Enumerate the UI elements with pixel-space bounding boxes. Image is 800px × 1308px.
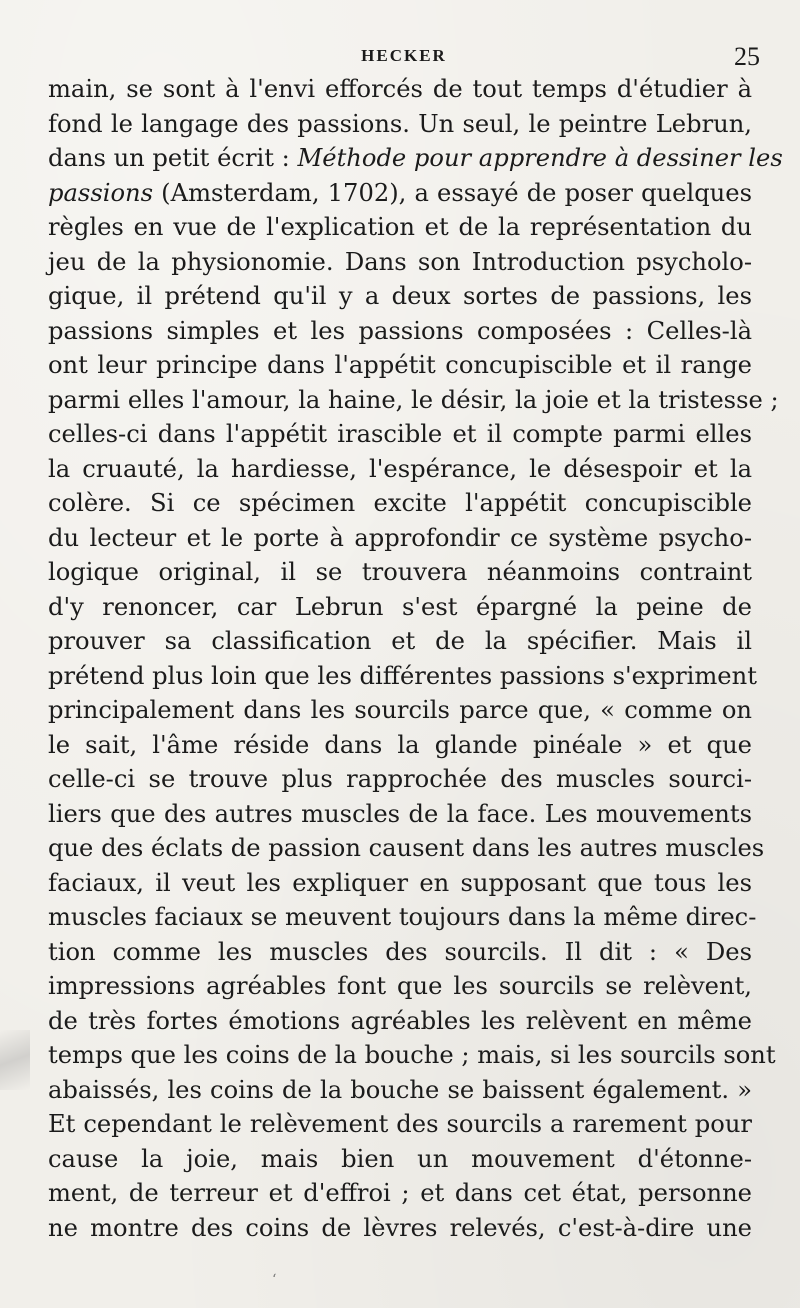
text-line: d'y renoncer, car Lebrun s'est épargné la peine de	[48, 592, 752, 621]
text-line: liers que des autres muscles de la face. Les mouvements	[48, 799, 752, 828]
text-line: passions simples et les passions composées : Celles-là	[48, 316, 752, 345]
text-line: temps que les coins de la bouche ; mais, si les sourcils sont	[48, 1041, 776, 1069]
text-line: passions (Amsterdam, 1702), a essayé de poser quelques	[48, 178, 752, 207]
text-line: impressions agréables font que les sourcils se relèvent,	[48, 972, 752, 1000]
text-line: tion comme les muscles des sourcils. Il dit : « Des	[48, 937, 752, 966]
italic-title: Méthode pour apprendre à dessiner les	[297, 144, 783, 172]
text-line: principalement dans les sourcils parce que, « comme on	[48, 696, 752, 724]
text-line: jeu de la physionomie. Dans son Introduction psycholo-	[48, 247, 752, 276]
text-line: muscles faciaux se meuvent toujours dans la même direc-	[48, 903, 757, 931]
text-line: cause la joie, mais bien un mouvement d'étonne-	[48, 1144, 752, 1173]
italic-title: passions	[48, 178, 154, 207]
ink-speck: ʻ	[272, 1272, 277, 1288]
text-line: dans un petit écrit : Méthode pour apprendre à dessiner les	[48, 144, 783, 172]
text-line: prétend plus loin que les différentes passions s'expriment	[48, 661, 757, 690]
text-line: logique original, il se trouvera néanmoins contraint	[48, 558, 752, 586]
text-line: du lecteur et le porte à approfondir ce système psycho-	[48, 523, 752, 552]
text-line: ont leur principe dans l'appétit concupiscible et il range	[48, 351, 752, 379]
text-line: celles-ci dans l'appétit irascible et il compte parmi elles	[48, 420, 752, 448]
text-line: celle-ci se trouve plus rapprochée des muscles sourci-	[48, 765, 752, 793]
body-text	[48, 72, 783, 1245]
text-line: colère. Si ce spécimen excite l'appétit concupiscible	[48, 489, 752, 517]
running-head: HECKER	[361, 46, 447, 65]
text-line: main, se sont à l'envi efforcés de tout temps d'étudier à	[48, 75, 752, 103]
text-line: ne montre des coins de lèvres relevés, c'est-à-dire une	[48, 1213, 752, 1242]
text-line: fond le langage des passions. Un seul, le peintre Lebrun,	[48, 109, 752, 138]
text-line: ment, de terreur et d'effroi ; et dans cet état, personne	[48, 1179, 752, 1207]
text-line: parmi elles l'amour, la haine, le désir, la joie et la tristesse ;	[48, 385, 779, 414]
text-line: que des éclats de passion causent dans les autres muscles	[48, 834, 765, 862]
text-line: abaissés, les coins de la bouche se baissent également. »	[48, 1075, 752, 1104]
text-line: prouver sa classification et de la spécifier. Mais il	[48, 627, 752, 655]
text-line: gique, il prétend qu'il y a deux sortes de passions, les	[48, 282, 752, 310]
page-smudge	[0, 1030, 30, 1090]
text-line: règles en vue de l'explication et de la représentation du	[48, 213, 752, 241]
text-line: faciaux, il veut les expliquer en supposant que tous les	[48, 868, 752, 897]
text-line: la cruauté, la hardiesse, l'espérance, le désespoir et la	[48, 454, 752, 483]
text-line: Et cependant le relèvement des sourcils a rarement pour	[48, 1110, 752, 1138]
text-line: le sait, l'âme réside dans la glande pinéale » et que	[48, 730, 752, 759]
page-number: 25	[734, 42, 760, 71]
text-line: de très fortes émotions agréables les relèvent en même	[48, 1006, 752, 1035]
